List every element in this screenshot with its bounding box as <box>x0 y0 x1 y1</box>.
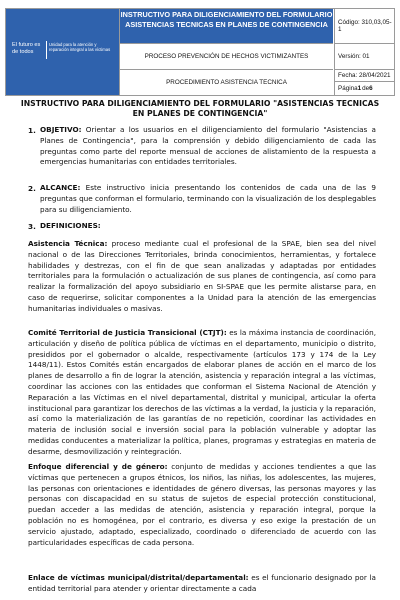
definition-text: es la máxima instancia de coordinación, articulación y diseño de política pública de víctimas en el departamento, municipio o distrito, presididos por el gobernador o alcalde, respectivamente (artículos 173 y 174 de la Ley 1448/11). Estos Comités están encargados de elaborar planes de acción en el marco de los planes de desarrollo a fin de lograr la atención, asistencia y reparación integral a las víctimas, coordinar las acciones con las entidades que conforman el Sistema Nacional de Atención y Reparación a las Víctimas en el nivel departamental, distrital y municipal, articular la oferta institucional para garantizar los derechos de las víctimas a la verdad, la justicia y la reparación, así como la materialización de las garantías de no repetición, coordinar las actividades en materia de inclusión social e inversión social para la población vulnerable y adoptar las medidas conducentes a materializar la política, planes, programas y estrategias en materia de desarme, desmovilización y reintegración. <box>28 328 376 456</box>
logo-slogan: El futuro es de todos <box>12 42 41 55</box>
logo-separator <box>46 41 47 59</box>
definition-text: es el funcionario designado por la entidad territorial para atender y orientar directamente a cada <box>28 573 376 593</box>
objetivo-label: OBJETIVO: <box>40 125 82 134</box>
header-date: Fecha: 28/04/2021 <box>334 69 395 81</box>
definition-ctjt <box>28 328 376 458</box>
alcance-label: ALCANCE: <box>40 183 81 192</box>
alcance-number: 2. <box>28 184 36 193</box>
header-procedure: PROCEDIMIENTO ASISTENCIA TECNICA <box>120 69 333 95</box>
alcance-paragraph <box>40 183 376 215</box>
definition-asistencia-tecnica <box>28 239 376 315</box>
document-header <box>5 8 395 96</box>
definition-text: conjunto de medidas y acciones tendientes a que las víctimas que pertenecen a grupos étnicos, los niños, las niñas, los adolescentes, las mujeres, las personas con orientaciones e identidades de género diversas, las personas mayores y las personas con discapacidad en su status de sujetos de especial protección constitucional, puedan acceder a las medidas de atención, asistencia y reparación integral, porque la población no es homogénea, por el contrario, es diversa y eso exige la prestación de un servicio ajustado, adaptado, especializado, coordinado o diferenciado de acuerdo con las particularidades específicas de cada persona. <box>28 462 376 547</box>
page-of: de <box>362 85 370 92</box>
document-title: INSTRUCTIVO PARA DILIGENCIAMIENTO DEL FORMULARIO "ASISTENCIAS TECNICAS EN PLANES DE CONTINGENCIA" <box>20 99 380 118</box>
definition-enlace-victimas <box>28 573 376 595</box>
header-title: INSTRUCTIVO PARA DILIGENCIAMIENTO DEL FORMULARIO ASISTENCIAS TECNICAS EN PLANES DE CONTINGENCIA <box>120 9 333 43</box>
definition-term: Asistencia Técnica: <box>28 239 108 248</box>
definition-text: proceso mediante cual el profesional de la SPAE, bien sea del nivel nacional o de las Direcciones Territoriales, brinda conocimientos, herramientas, y fortalece habilidades y destrezas, con el fin de que sean analizadas y adaptadas por entidades territoriales para la formulación o actualización de sus planes de contingencia, así como para realizar la formalización del apoyo subsidiario en SI-SPAE que les permite alistarse para, en caso de requerirse, solicitar componentes a la Unidad para la atención de las emergencias humanitarias individuales o masivas. <box>28 239 376 313</box>
header-code: Código: 310,03,05-1 <box>334 9 395 43</box>
definition-term: Enlace de víctimas municipal/distrital/departamental: <box>28 573 249 582</box>
page-number: 1 <box>357 85 362 92</box>
header-page <box>334 81 395 95</box>
alcance-text: Este instructivo inicia presentando los contenidos de cada una de las 9 preguntas que conforman el formulario, terminando con la visualización de los desplegables para su diligenciamiento. <box>40 183 376 214</box>
definiciones-heading <box>40 221 376 232</box>
definition-term: Comité Territorial de Justicia Transicional (CTJT): <box>28 328 227 337</box>
header-version: Versión: 01 <box>334 43 395 69</box>
objetivo-text: Orientar a los usuarios en el diligenciamiento del formulario "Asistencias a Planes de Contingencia", para la comprensión y debido diligenciamiento de cada las preguntas como parte del reporte mensual de acciones de alistamiento de la respuesta a emergencias humanitarias con entidades territoriales. <box>40 125 376 167</box>
definiciones-number: 3. <box>28 222 36 231</box>
objetivo-number: 1. <box>28 126 36 135</box>
header-process: PROCESO PREVENCIÓN DE HECHOS VICTIMIZANTES <box>120 43 333 69</box>
definition-enfoque-diferencial <box>28 462 376 548</box>
definiciones-label: DEFINICIONES: <box>40 221 101 230</box>
page-total: 6 <box>369 85 373 92</box>
page-prefix: Página <box>338 85 358 92</box>
logo-entity-name: Unidad para la atención y reparación integral a las víctimas <box>49 42 111 52</box>
objetivo-paragraph <box>40 125 376 168</box>
definition-term: Enfoque diferencial y de género: <box>28 462 168 471</box>
institution-logo <box>6 9 119 95</box>
